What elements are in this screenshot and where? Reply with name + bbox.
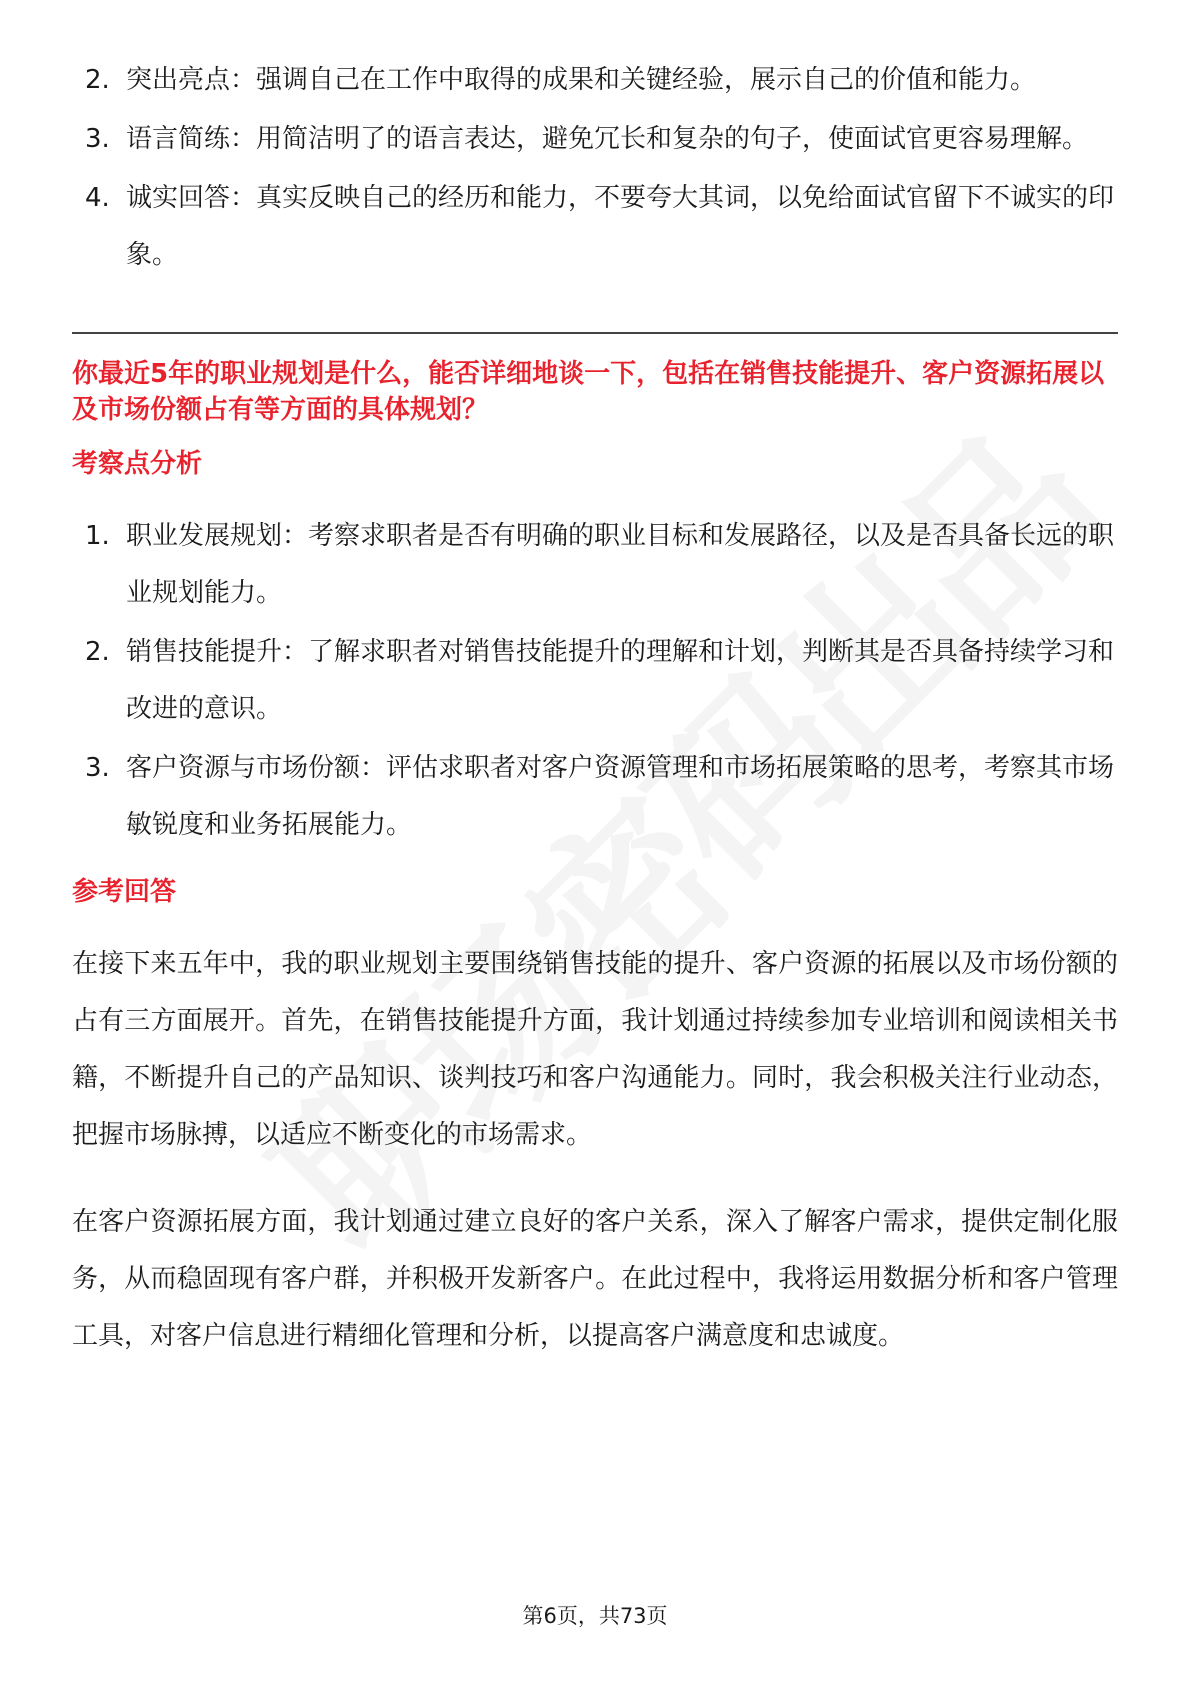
question-heading: 你最近5年的职业规划是什么，能否详细地谈一下，包括在销售技能提升、客户资源拓展以及市场份额占有等方面的具体规划？ — [72, 359, 1105, 425]
list-number: 4. — [85, 183, 110, 213]
list-item — [72, 740, 1118, 854]
list-item — [72, 170, 1118, 284]
list-number: 2. — [85, 637, 110, 667]
answer-paragraph: 在接下来五年中，我的职业规划主要围绕销售技能的提升、客户资源的拓展以及市场份额的占有三方面展开。首先，在销售技能提升方面，我计划通过持续参加专业培训和阅读相关书籍，不断提升自己的产品知识、谈判技巧和客户沟通能力。同时，我会积极关注行业动态，把握市场脉搏，以适应不断变化的市场需求。 — [72, 949, 1118, 1150]
list-text: 客户资源与市场份额：评估求职者对客户资源管理和市场拓展策略的思考，考察其市场敏锐度和业务拓展能力。 — [126, 753, 1115, 840]
list-text: 突出亮点：强调自己在工作中取得的成果和关键经验，展示自己的价值和能力。 — [126, 65, 1037, 95]
analysis-list — [72, 508, 1118, 854]
list-text: 销售技能提升：了解求职者对销售技能提升的理解和计划，判断其是否具备持续学习和改进的意识。 — [126, 637, 1115, 724]
page-footer: 第6页，共73页 — [522, 1604, 668, 1628]
list-text: 职业发展规划：考察求职者是否有明确的职业目标和发展路径，以及是否具备长远的职业规划能力。 — [126, 521, 1115, 608]
list-item — [72, 624, 1118, 738]
list-number: 3. — [85, 124, 110, 154]
answer-paragraph: 在客户资源拓展方面，我计划通过建立良好的客户关系，深入了解客户需求，提供定制化服务，从而稳固现有客户群，并积极开发新客户。在此过程中，我将运用数据分析和客户管理工具，对客户信息进行精细化管理和分析，以提高客户满意度和忠诚度。 — [72, 1207, 1118, 1351]
list-text: 语言简练：用简洁明了的语言表达，避免冗长和复杂的句子，使面试官更容易理解。 — [126, 124, 1089, 154]
list-number: 3. — [85, 753, 110, 783]
document-page — [72, 52, 1118, 1365]
section-divider — [72, 332, 1118, 334]
intro-list — [72, 52, 1118, 284]
list-text: 诚实回答：真实反映自己的经历和能力，不要夸大其词，以免给面试官留下不诚实的印象。 — [126, 183, 1115, 270]
analysis-title: 考察点分析 — [72, 449, 203, 479]
answer-title: 参考回答 — [72, 877, 177, 907]
list-item — [72, 52, 1118, 109]
list-number: 2. — [85, 65, 110, 95]
list-item — [72, 111, 1118, 168]
list-number: 1. — [85, 521, 110, 551]
list-item — [72, 508, 1118, 622]
